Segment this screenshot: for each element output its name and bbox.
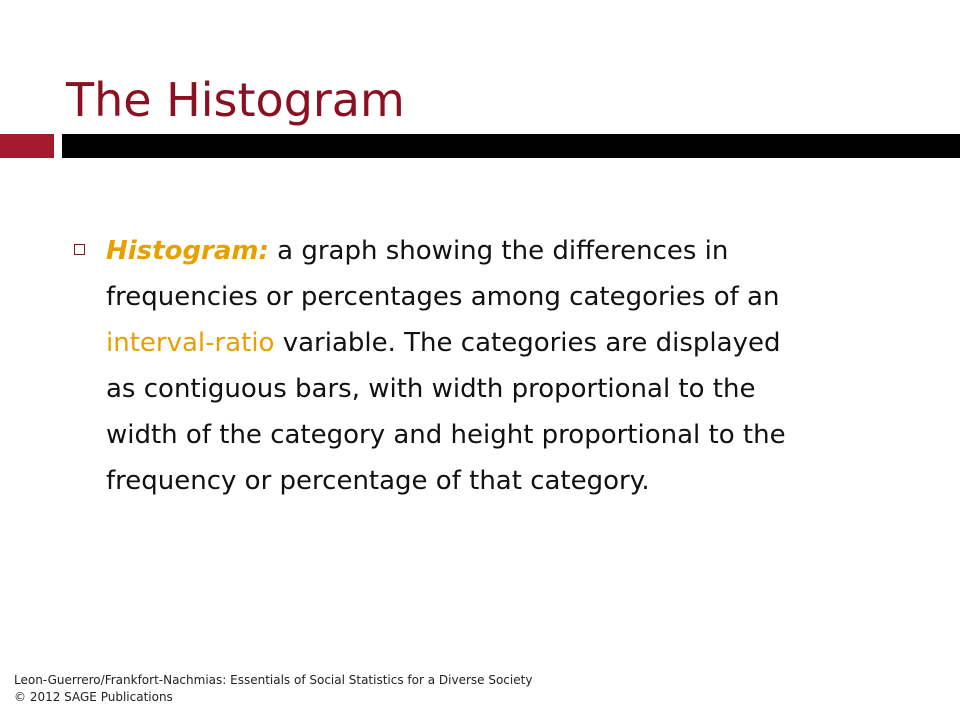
highlight-term: interval-ratio <box>106 328 275 358</box>
definition-text-part2: variable. The categories are displayed as contiguous bars, with width proportional to the width of the category and height proportional to the frequency or percentage of that category. <box>106 328 786 496</box>
footer-copyright: © 2012 SAGE Publications <box>14 690 173 704</box>
footer <box>14 672 532 706</box>
title-accent-bar <box>0 134 54 158</box>
footer-citation: Leon-Guerrero/Frankfort-Nachmias: Essentials of Social Statistics for a Diverse Society <box>14 673 533 687</box>
bullet-text <box>106 228 794 504</box>
bullet-item <box>74 228 794 504</box>
definition-text-part1: a graph showing the differences in frequencies or percentages among categories of an <box>106 236 780 312</box>
square-bullet-icon <box>74 244 85 255</box>
title-underline-bar <box>62 134 960 158</box>
definition-term: Histogram: <box>106 236 269 266</box>
slide-title: The Histogram <box>66 72 405 127</box>
